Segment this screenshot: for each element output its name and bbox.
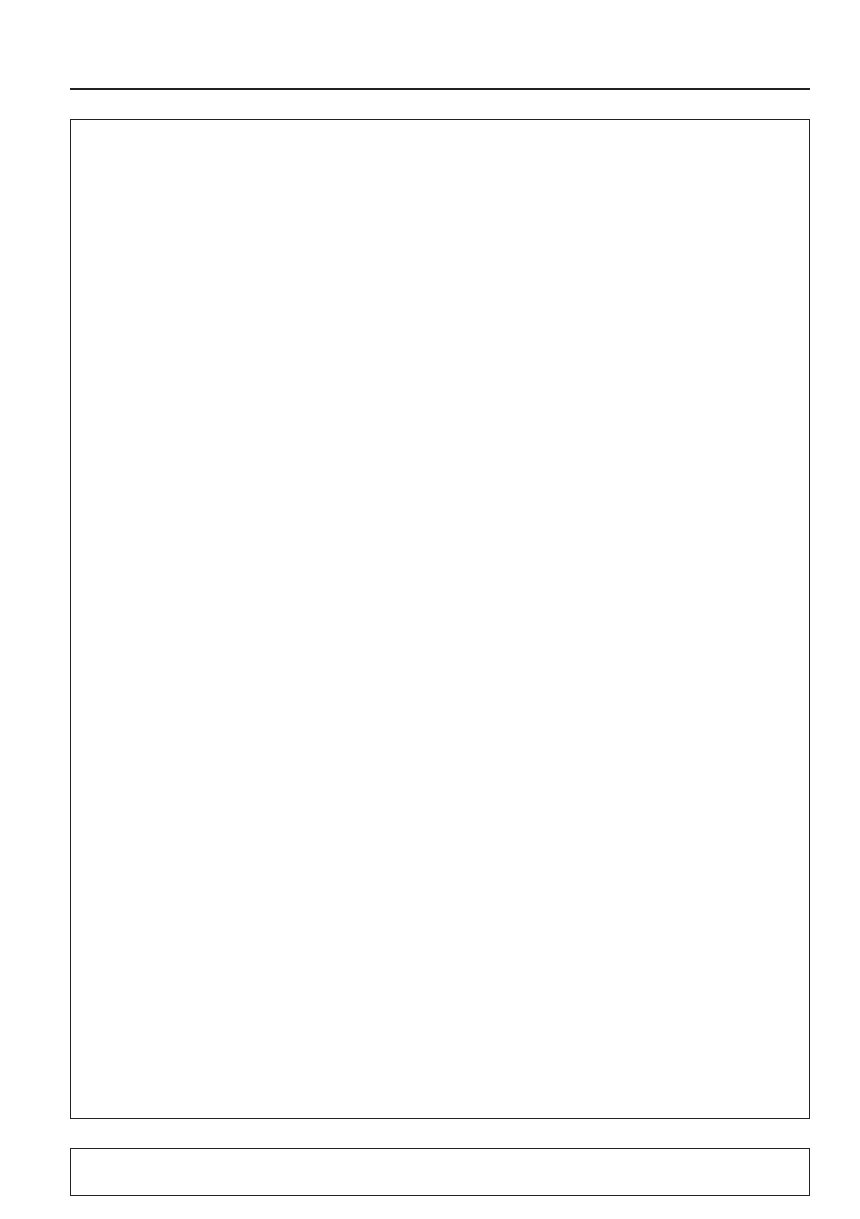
report-header — [0, 0, 860, 80]
beat-marker-svg — [71, 1149, 808, 1194]
beat-marker-strip — [70, 1148, 810, 1196]
header-divider — [70, 88, 810, 90]
ecg-strip — [70, 119, 810, 1119]
